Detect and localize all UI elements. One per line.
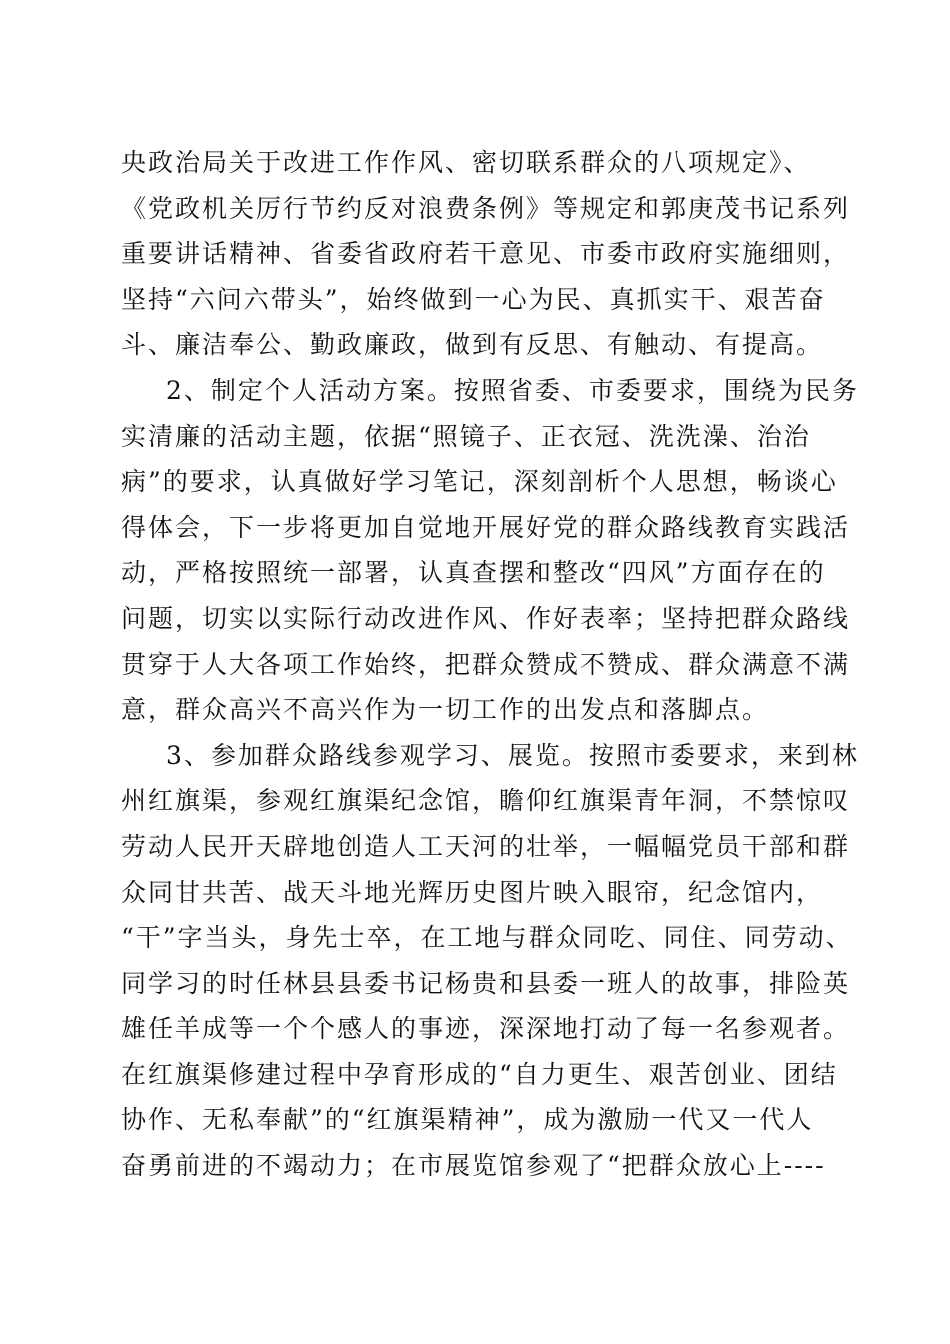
text-line: 意，群众高兴不高兴作为一切工作的出发点和落脚点。 (121, 695, 770, 725)
body-text (121, 140, 859, 1189)
text-line: 斗、廉洁奉公、勤政廉政，做到有反思、有触动、有提高。 (121, 330, 824, 360)
text-line: 同学习的时任林县县委书记杨贵和县委一班人的故事，排险英 (121, 968, 851, 998)
text-line: 劳动人民开天辟地创造人工天河的壮举，一幅幅党员干部和群 (121, 831, 851, 861)
text-line: “干”字当头，身先士卒，在工地与群众同吃、同住、同劳动、 (121, 923, 853, 953)
text-line: 协作、无私奉献”的“红旗渠精神”，成为激励一代又一代人 (121, 1105, 814, 1135)
text-line: 州红旗渠，参观红旗渠纪念馆，瞻仰红旗渠青年洞，不禁惊叹 (121, 786, 851, 816)
text-line: 问题，切实以实际行动改进作风、作好表率；坚持把群众路线 (121, 603, 851, 633)
paragraph-3-start: 3、参加群众路线参观学习、展览。按照市委要求，来到林 (166, 740, 859, 770)
text-line: 贯穿于人大各项工作始终，把群众赞成不赞成、群众满意不满 (121, 649, 851, 679)
text-line: 动，严格按照统一部署，认真查摆和整改“四风”方面存在的 (121, 558, 826, 588)
text-line: 雄任羊成等一个个感人的事迹，深深地打动了每一名参观者。 (121, 1014, 851, 1044)
text-line: 央政治局关于改进工作作风、密切联系群众的八项规定》、 (121, 148, 811, 177)
text-line: 《党政机关厉行节约反对浪费条例》等规定和郭庚茂书记系列 (121, 193, 851, 223)
text-line: 众同甘共苦、战天斗地光辉历史图片映入眼帘，纪念馆内， (121, 877, 824, 907)
paragraph-2-start: 2、制定个人活动方案。按照省委、市委要求，围绕为民务 (166, 375, 859, 405)
text-line: 奋勇前进的不竭动力；在市展览馆参观了“把群众放心上---- (121, 1151, 826, 1181)
text-line: 病”的要求，认真做好学习笔记，深刻剖析个人思想，畅谈心 (121, 467, 838, 497)
text-line: 在红旗渠修建过程中孕育形成的“自力更生、艰苦创业、团结 (121, 1059, 838, 1089)
text-line: 重要讲话精神、省委省政府若干意见、市委市政府实施细则， (121, 239, 851, 269)
text-line: 实清廉的活动主题，依据“照镜子、正衣冠、洗洗澡、治治 (121, 421, 811, 451)
text-line: 坚持“六问六带头”，始终做到一心为民、真抓实干、艰苦奋 (121, 284, 826, 314)
text-line: 得体会，下一步将更加自觉地开展好党的群众路线教育实践活 (121, 512, 851, 542)
